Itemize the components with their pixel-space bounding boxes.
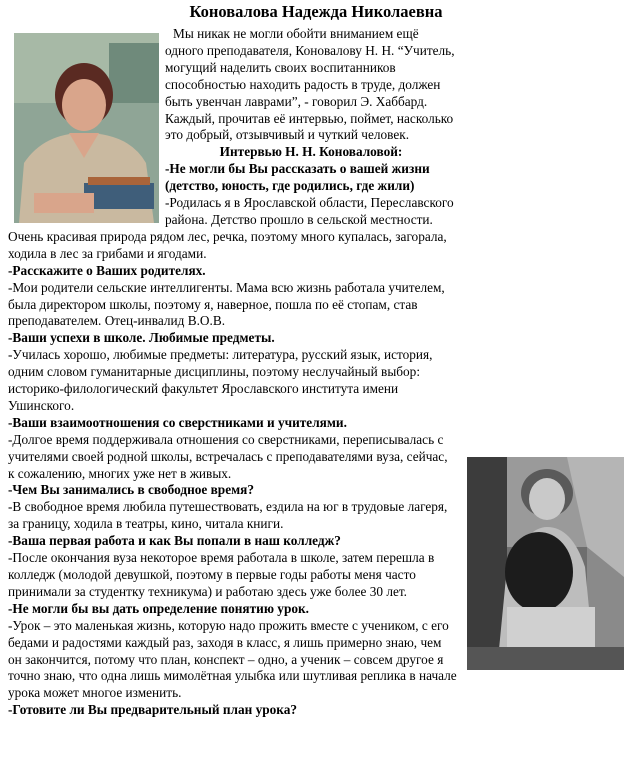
question-2: -Расскажите о Ваших родителях. (8, 262, 206, 278)
answer-6: -После окончания вуза некоторое время работала в школе, затем перешла в колледж (молодой девушкой, поэтому в первые годы работы меня часто принимали за студентку техникума) и работаю здесь уже более 30 лет. (8, 550, 435, 599)
intro-paragraph: Мы никак не могли обойти вниманием ещё одного преподавателя, Коновалову Н. Н. “Учитель, могущий наделить своих воспитанников способностью находить радость в труде, должен быть увенчан лаврами”, - говорил Э. Хаббард. Каждый, прочитав её интервью, поймет, насколько это добрый, отзывчивый и чуткий человек. (165, 26, 455, 143)
question-8: -Готовите ли Вы предварительный план урока? (8, 702, 298, 718)
interview-heading: Интервью Н. Н. Коноваловой: (219, 144, 403, 160)
question-1: -Не могли бы Вы рассказать о вашей жизни (детство, юность, где родились, где жили) (165, 161, 430, 194)
answer-5: -В свободное время любила путешествовать, ездила на юг в трудовые лагеря, за границу, ходила в театры, кино, читала книги. (8, 499, 448, 532)
archive-float-space (457, 457, 630, 677)
article-body (8, 26, 630, 719)
answer-1: -Родилась я в Ярославской области, Переславского района. Детство прошло в сельской местности. Очень красивая природа рядом лес, речка, поэтому много купалась, загорала, ходила в лес за грибами и ягодами. (8, 195, 454, 261)
answer-2: -Мои родители сельские интеллигенты. Мама всю жизнь работала учителем, была директором школы, поэтому я, наверное, пошла по её стопам, став преподавателем. Отец-инвалид В.О.В. (8, 279, 445, 329)
question-7: -Не могли бы вы дать определение понятию урок. (8, 600, 309, 616)
page-title: Коновалова Надежда Николаевна (189, 2, 443, 21)
portrait-float-space (8, 26, 165, 221)
question-3: -Ваши успехи в школе. Любимые предметы. (8, 330, 275, 346)
question-4: -Ваши взаимоотношения со сверстниками и учителями. (8, 414, 347, 430)
question-5: -Чем Вы занимались в свободное время? (8, 482, 254, 498)
answer-7: -Урок – это маленькая жизнь, которую надо прожить вместе с учеником, с его бедами и радостями каждый раз, заходя в класс, я лишь примерно знаю, чем он закончится, потому что план, конспект – одно, а ученик – совсем другое я точно знаю, что одна лишь мимолётная улыбка или шутливая реплика в начале урока может многое изменить. (8, 617, 457, 701)
answer-4: -Долгое время поддерживала отношения со сверстниками, переписывалась с учителями своей родной школы, встречалась с преподавателями вуза, сейчас, к сожалению, многих уже нет в живых. (8, 431, 448, 481)
answer-3: -Училась хорошо, любимые предметы: литература, русский язык, история, одним словом гуманитарные дисциплины, поэтому неслучайный выбор: историко-филологический факультет Ярославского института имени Ушинского. (8, 347, 433, 413)
question-6: -Ваша первая работа и как Вы попали в наш колледж? (8, 533, 341, 549)
